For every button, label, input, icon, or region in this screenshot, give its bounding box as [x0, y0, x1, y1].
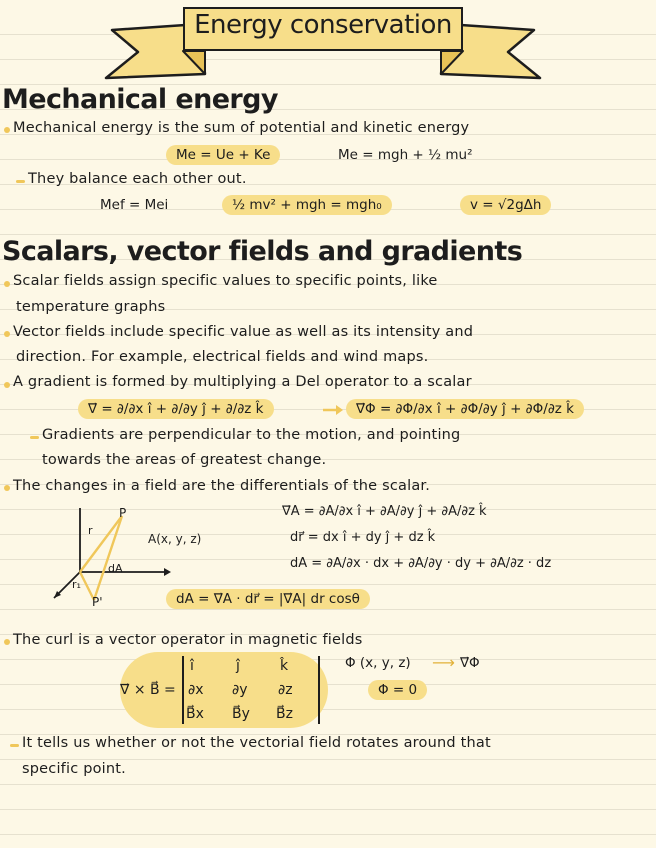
curl-sub-text-2: specific point.: [22, 761, 126, 777]
arrow-icon: [322, 403, 344, 417]
equation-me-mgh: Me = mgh + ½ mu²: [338, 147, 473, 163]
equation-del-operator: ∇⃗ = ∂/∂x î + ∂/∂y ĵ + ∂/∂z k̂: [78, 399, 274, 419]
curl-text: The curl is a vector operator in magnetic fields: [13, 632, 363, 648]
matrix-cell-dy: ∂y: [232, 682, 248, 698]
equation-da-expansion: dA = ∂A/∂x · dx + ∂A/∂y · dy + ∂A/∂z · dz: [290, 556, 552, 571]
phi-gradient: ∇⃗Φ: [460, 655, 480, 671]
equation-da-dot-product: dA = ∇⃗A · dr⃗ = |∇⃗A| dr cosθ: [166, 589, 370, 609]
field-changes-text: The changes in a field are the differentials of the scalar.: [13, 478, 431, 494]
page-title: Energy conservation: [194, 10, 452, 40]
matrix-cell-j: ĵ: [236, 658, 240, 674]
bullet-marker: [4, 281, 10, 287]
matrix-bar-left: [182, 656, 184, 724]
phi-function: Φ (x, y, z): [345, 655, 411, 671]
arrow-icon: ⟶: [432, 653, 455, 672]
bullet-marker: [4, 485, 10, 491]
dash-marker: [10, 744, 19, 747]
equation-grad-a: ∇⃗A = ∂A/∂x î + ∂A/∂y ĵ + ∂A/∂z k̂: [282, 504, 487, 519]
mechanical-text-1: Mechanical energy is the sum of potential and kinetic energy: [13, 120, 470, 136]
vector-fields-text-2: direction. For example, electrical fields and wind maps.: [16, 349, 429, 365]
bullet-marker: [4, 331, 10, 337]
equation-mef-mei: Mef = Mei: [100, 197, 169, 213]
bullet-marker: [4, 639, 10, 645]
diagram-label-p: P: [119, 506, 127, 520]
phi-zero: Φ = 0: [368, 680, 427, 700]
bullet-marker: [4, 382, 10, 388]
matrix-cell-i: î: [190, 658, 194, 674]
matrix-cell-by: B⃗y: [232, 706, 250, 722]
scalar-fields-text-2: temperature graphs: [16, 299, 166, 315]
curl-sub-text-1: It tells us whether or not the vectorial field rotates around that: [22, 735, 491, 751]
matrix-cell-dx: ∂x: [188, 682, 204, 698]
equation-me-ue-ke: Me = Ue + Ke: [166, 145, 280, 165]
dash-marker: [30, 436, 39, 439]
diagram-label-r1: r₁: [72, 578, 81, 591]
diagram-label-point-a: A(x, y, z): [148, 532, 202, 546]
curl-lhs: ∇⃗ × B⃗ =: [120, 682, 176, 698]
heading-mechanical-energy: Mechanical energy: [2, 84, 278, 115]
vector-fields-text-1: Vector fields include specific value as well as its intensity and: [13, 324, 474, 340]
bullet-marker: [4, 127, 10, 133]
diagram-label-p-prime: P': [92, 595, 103, 609]
matrix-cell-bz: B⃗z: [276, 706, 293, 722]
diagram-label-r: r: [88, 524, 93, 537]
gradient-sub-text-1: Gradients are perpendicular to the motion, and pointing: [42, 427, 461, 443]
matrix-cell-k: k̂: [280, 658, 289, 674]
matrix-cell-bx: B⃗x: [186, 706, 204, 722]
matrix-cell-dz: ∂z: [278, 682, 293, 698]
gradient-sub-text-2: towards the areas of greatest change.: [42, 452, 327, 468]
heading-scalars-vector-fields: Scalars, vector fields and gradients: [2, 236, 523, 267]
differential-diagram: [40, 500, 180, 612]
equation-velocity: v = √2gΔh: [460, 195, 551, 215]
equation-gradient: ∇⃗Φ = ∂Φ/∂x î + ∂Φ/∂y ĵ + ∂Φ/∂z k̂: [346, 399, 584, 419]
dash-marker: [16, 180, 25, 183]
scalar-fields-text-1: Scalar fields assign specific values to specific points, like: [13, 273, 438, 289]
gradient-text: A gradient is formed by multiplying a Del operator to a scalar: [13, 374, 472, 390]
mechanical-text-2: They balance each other out.: [28, 171, 247, 187]
diagram-label-da: dA: [108, 562, 123, 575]
equation-dr: dr⃗ = dx î + dy ĵ + dz k̂: [290, 530, 436, 545]
matrix-bar-right: [318, 656, 320, 724]
equation-energy-balance: ½ mv² + mgh = mgh₀: [222, 195, 392, 215]
